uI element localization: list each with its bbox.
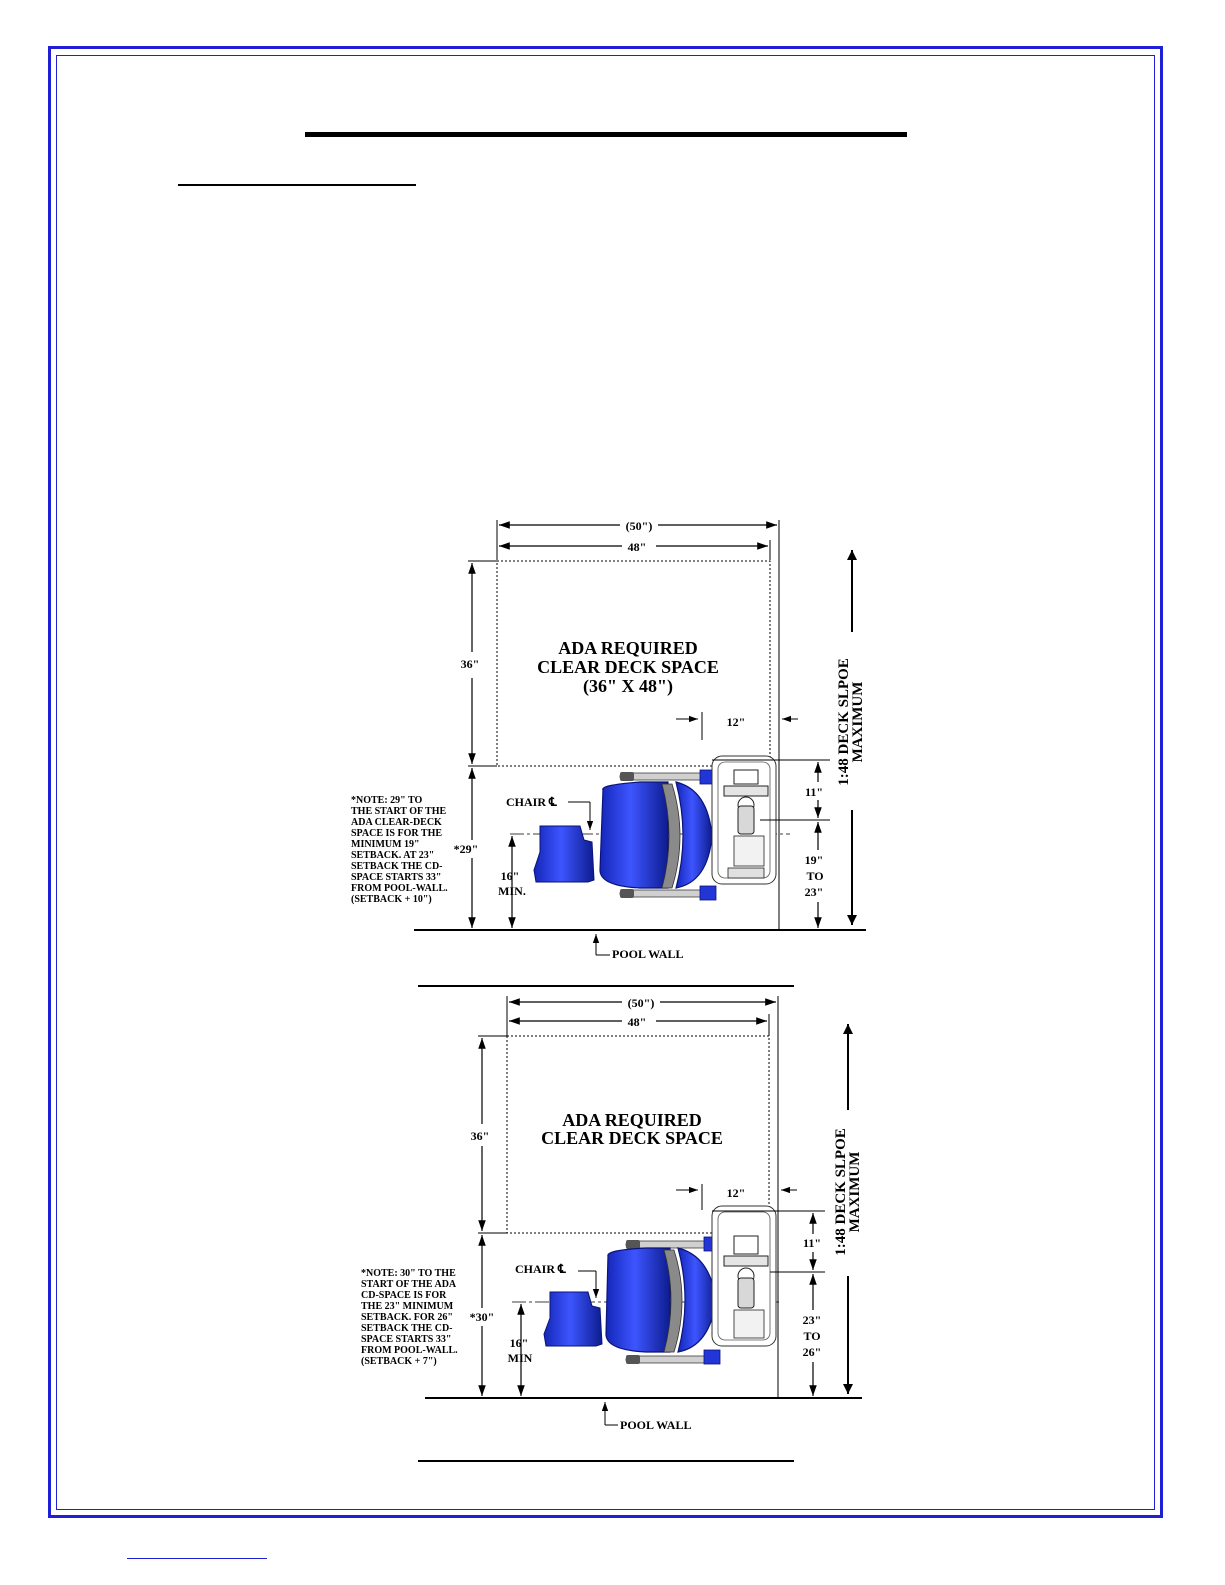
setback-range-3: 26" bbox=[802, 1345, 822, 1359]
setback-range-3: 23" bbox=[804, 885, 824, 899]
chair-back bbox=[676, 782, 712, 888]
box-title-line-3: (36" X 48") bbox=[583, 676, 673, 696]
setback-note bbox=[351, 795, 448, 905]
box-title-line-1: ADA REQUIRED bbox=[558, 638, 698, 658]
svg-text:ADA CLEAR-DECK: ADA CLEAR-DECK bbox=[351, 817, 442, 828]
setback-note bbox=[361, 1268, 458, 1367]
setback-label: *29" bbox=[453, 842, 479, 856]
slope-label-2: MAXIMUM bbox=[850, 681, 866, 763]
chair-footrest bbox=[534, 826, 594, 882]
setback-range-2: TO bbox=[806, 869, 824, 883]
svg-text:SPACE STARTS 33": SPACE STARTS 33" bbox=[351, 872, 442, 883]
svg-text:SETBACK THE CD-: SETBACK THE CD- bbox=[361, 1323, 453, 1334]
width-outer-label: (50") bbox=[625, 519, 653, 533]
svg-text:*NOTE: 29" TO: *NOTE: 29" TO bbox=[351, 795, 423, 806]
min-label-1: 16" bbox=[500, 869, 520, 883]
svg-text:(SETBACK + 7"): (SETBACK + 7") bbox=[361, 1356, 437, 1367]
slope-label-2: MAXIMUM bbox=[847, 1151, 863, 1233]
svg-text:START OF THE ADA: START OF THE ADA bbox=[361, 1279, 457, 1290]
diagram-1 bbox=[351, 519, 866, 961]
width-inner-label: 48" bbox=[627, 540, 647, 554]
chair-seat bbox=[606, 1248, 670, 1352]
chair-seat bbox=[600, 782, 668, 888]
anchor-offset-label: 11" bbox=[805, 785, 823, 799]
offset-label: 12" bbox=[726, 1186, 746, 1200]
chair-footrest bbox=[544, 1292, 602, 1346]
slope-label-1: 1:48 DECK SLPOE bbox=[833, 1128, 849, 1256]
setback-label: *30" bbox=[469, 1310, 495, 1324]
svg-text:FROM POOL-WALL.: FROM POOL-WALL. bbox=[361, 1345, 458, 1356]
svg-text:*NOTE: 30" TO THE: *NOTE: 30" TO THE bbox=[361, 1268, 456, 1279]
setback-range-1: 19" bbox=[804, 853, 824, 867]
anchor-offset-label: 11" bbox=[803, 1236, 821, 1250]
svg-text:THE 23" MINIMUM: THE 23" MINIMUM bbox=[361, 1301, 454, 1312]
width-outer-label: (50") bbox=[627, 996, 655, 1010]
chair-back bbox=[678, 1248, 716, 1352]
width-inner-label: 48" bbox=[627, 1015, 647, 1029]
pool-wall-label: POOL WALL bbox=[620, 1418, 692, 1432]
svg-text:CD-SPACE IS FOR: CD-SPACE IS FOR bbox=[361, 1290, 447, 1301]
svg-text:MINIMUM 19": MINIMUM 19" bbox=[351, 839, 420, 850]
svg-text:SPACE STARTS 33": SPACE STARTS 33" bbox=[361, 1334, 452, 1345]
svg-text:(SETBACK + 10"): (SETBACK + 10") bbox=[351, 894, 432, 905]
chair-centerline-label: CHAIR ℄ bbox=[515, 1262, 566, 1276]
svg-text:SETBACK. AT 23": SETBACK. AT 23" bbox=[351, 850, 435, 861]
setback-range-2: TO bbox=[803, 1329, 821, 1343]
depth-label: 36" bbox=[470, 1129, 490, 1143]
box-title-line-1: ADA REQUIRED bbox=[562, 1110, 702, 1130]
depth-label: 36" bbox=[460, 657, 480, 671]
svg-text:THE START OF THE: THE START OF THE bbox=[351, 806, 447, 817]
offset-label: 12" bbox=[726, 715, 746, 729]
svg-text:FROM POOL-WALL.: FROM POOL-WALL. bbox=[351, 883, 448, 894]
box-title-line-2: CLEAR DECK SPACE bbox=[541, 1128, 723, 1148]
svg-text:SETBACK THE CD-: SETBACK THE CD- bbox=[351, 861, 443, 872]
diagram-2 bbox=[361, 996, 863, 1432]
slope-label-1: 1:48 DECK SLPOE bbox=[836, 658, 852, 786]
svg-text:SETBACK. FOR 26": SETBACK. FOR 26" bbox=[361, 1312, 453, 1323]
min-label-1: 16" bbox=[509, 1336, 529, 1350]
chair-centerline-label: CHAIR ℄ bbox=[506, 795, 557, 809]
box-title-line-2: CLEAR DECK SPACE bbox=[537, 657, 719, 677]
svg-text:SPACE IS FOR THE: SPACE IS FOR THE bbox=[351, 828, 443, 839]
setback-range-1: 23" bbox=[802, 1313, 822, 1327]
min-label-2: MIN. bbox=[498, 884, 526, 898]
pool-wall-label: POOL WALL bbox=[612, 947, 684, 961]
min-label-2: MIN bbox=[507, 1351, 533, 1365]
